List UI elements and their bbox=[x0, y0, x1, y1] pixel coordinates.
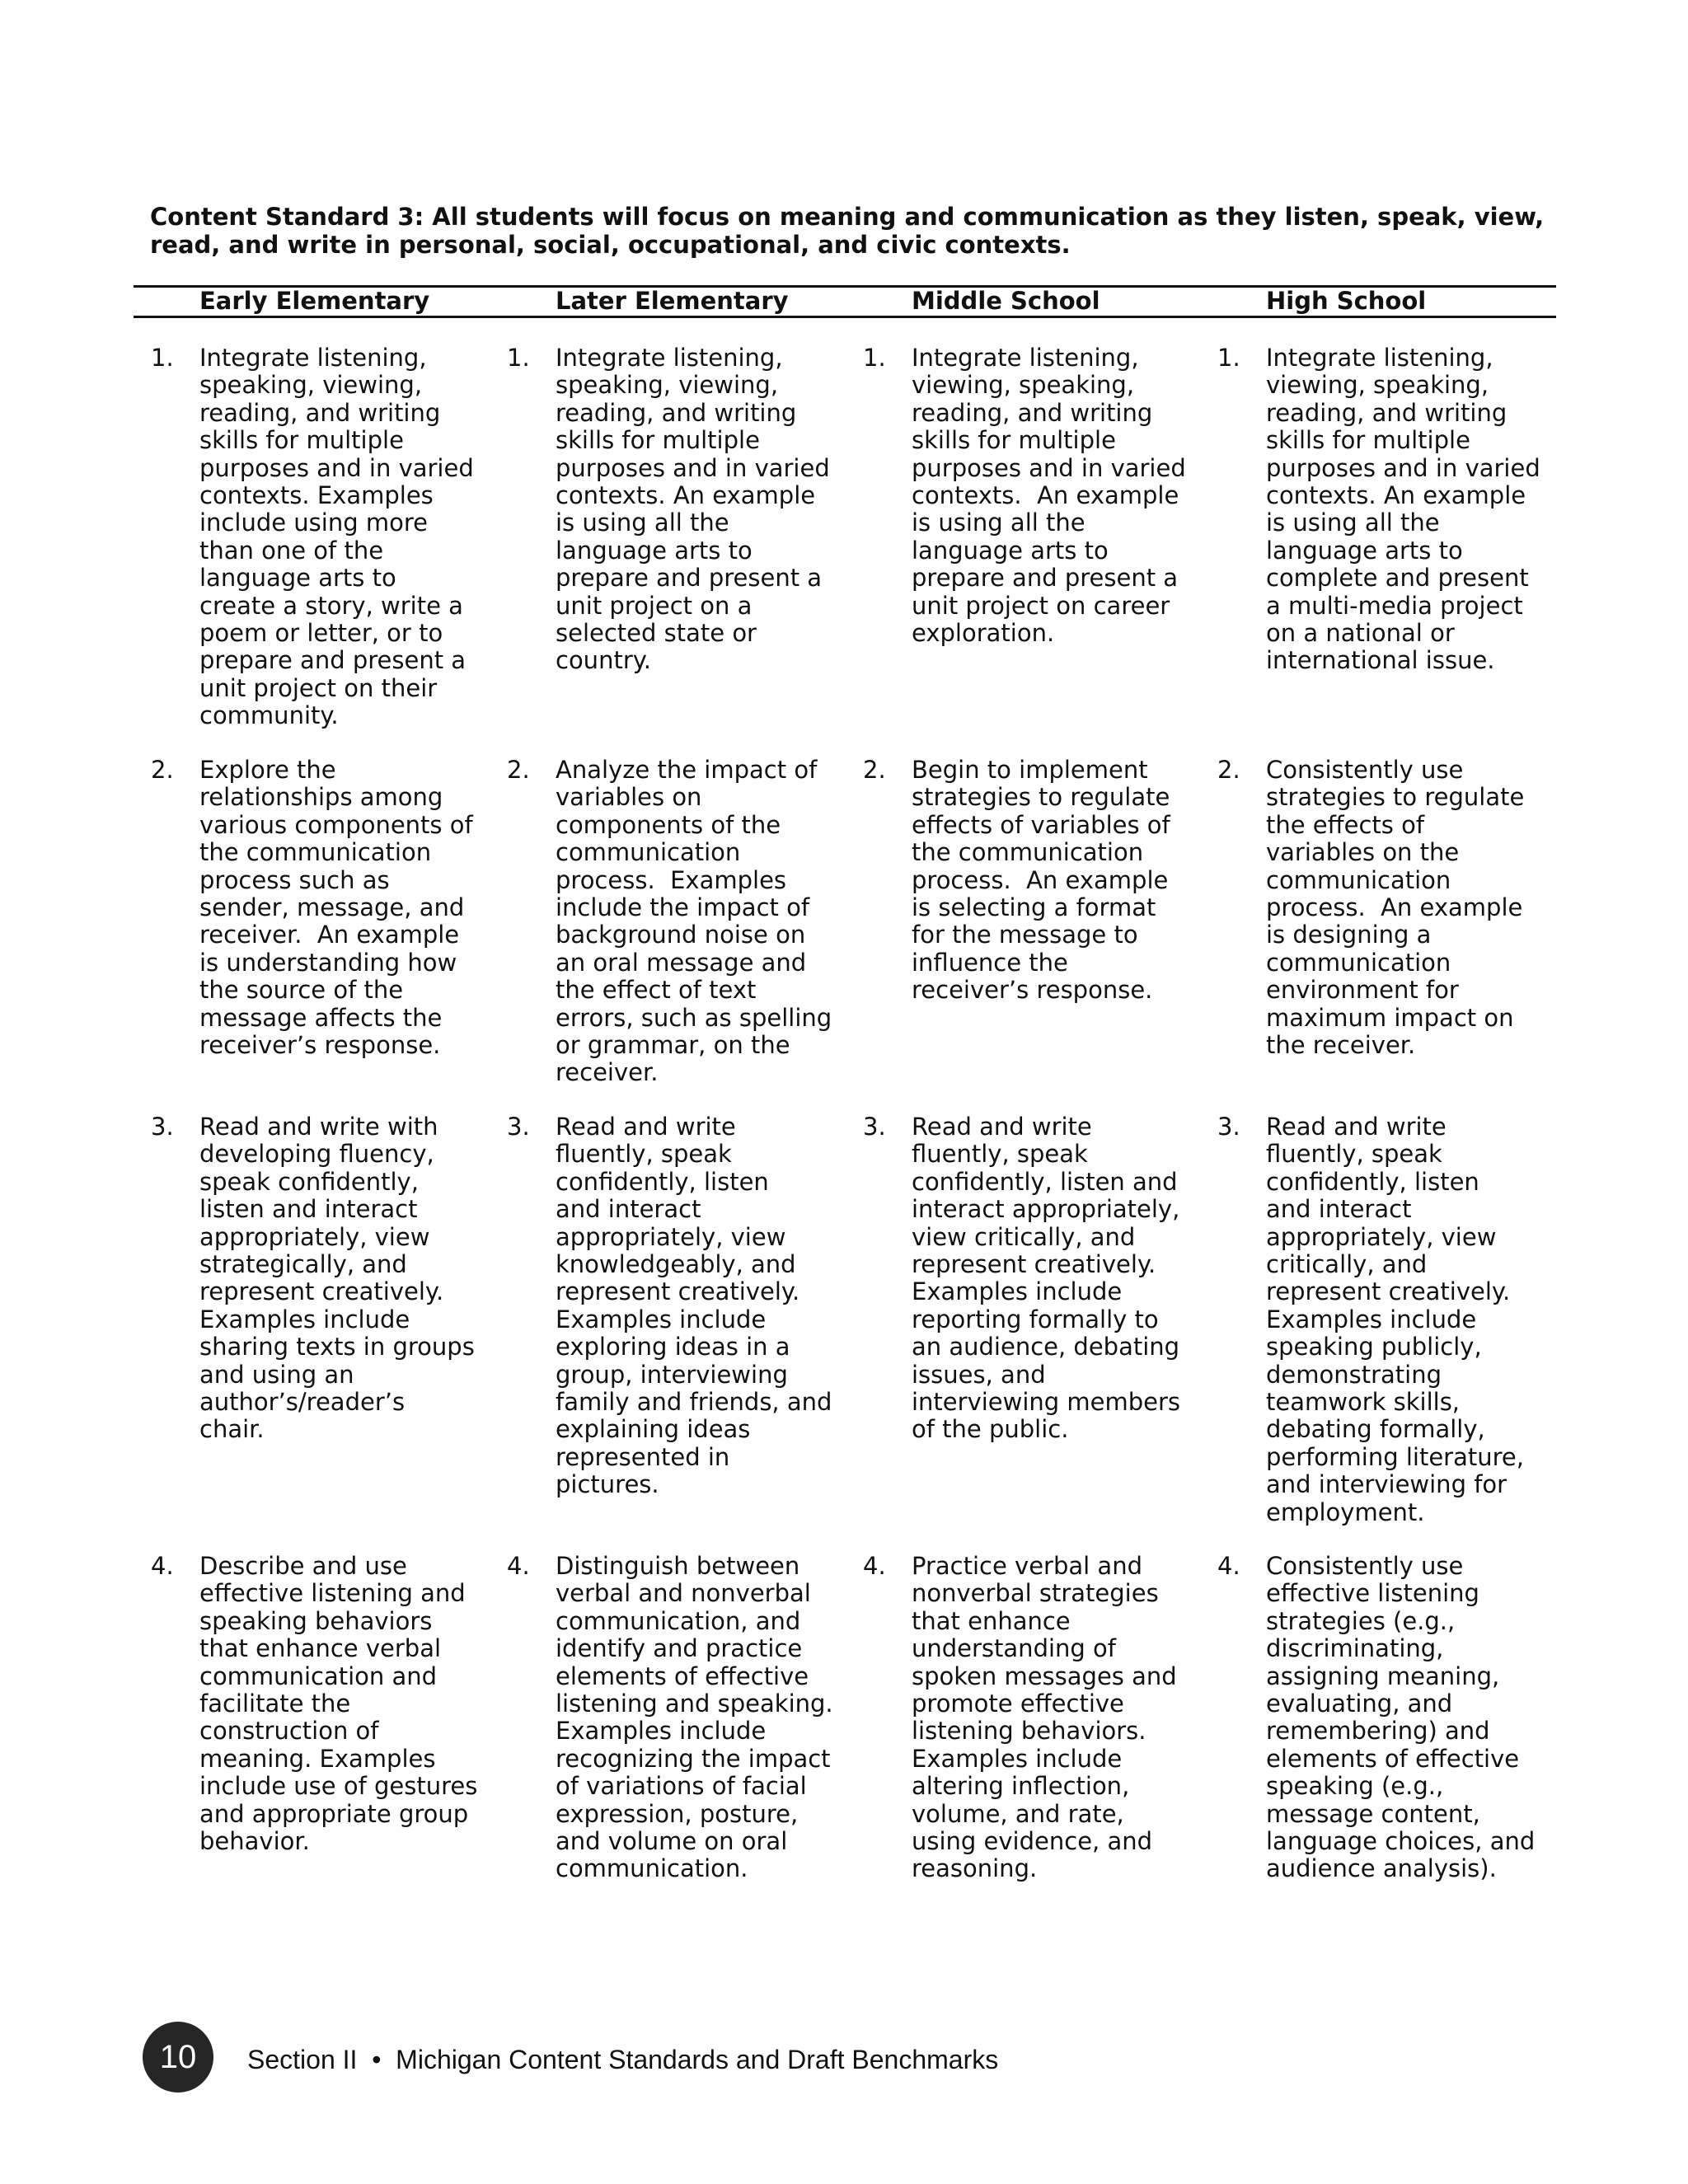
column-header-high-school: High School bbox=[1266, 287, 1427, 315]
item-number: 2. bbox=[151, 756, 174, 784]
item-number: 2. bbox=[863, 756, 886, 784]
column-header-middle-school: Middle School bbox=[912, 287, 1100, 315]
page-number-badge: 10 bbox=[143, 2022, 213, 2093]
item-number: 4. bbox=[151, 1552, 174, 1580]
item-number: 1. bbox=[1217, 344, 1240, 372]
standard-item-later-elementary-1: Integrate listening, speaking, viewing, reading, and writing skills for multiple purposes and in varied contexts. An example is using all the language arts to prepare and present a unit project on a selected state or country. bbox=[556, 344, 830, 675]
item-number: 2. bbox=[1217, 756, 1240, 784]
table-header-rule bbox=[134, 316, 1556, 318]
standard-item-early-elementary-3: Read and write with developing fluency, speak confidently, listen and interact appropriately, view strategically, and represent creatively. Examples include sharing texts in groups and using an author’s/reader’s chair. bbox=[199, 1113, 475, 1444]
item-number: 2. bbox=[507, 756, 530, 784]
standard-item-later-elementary-3: Read and write fluently, speak confidently, listen and interact appropriately, view knowledgeably, and represent creatively. Examples include exploring ideas in a group, interviewing family and friends, and explaining ideas represented in pictures. bbox=[556, 1113, 832, 1499]
item-number: 4. bbox=[1217, 1552, 1240, 1580]
footer-section-title: Section II • Michigan Content Standards and Draft Benchmarks bbox=[247, 2045, 999, 2074]
standard-item-later-elementary-2: Analyze the impact of variables on components of the communication process. Examples include the impact of background noise on an oral message and the effect of text errors, such as spelling or grammar, on the receiver. bbox=[556, 756, 832, 1087]
item-number: 1. bbox=[151, 344, 174, 372]
item-number: 4. bbox=[863, 1552, 886, 1580]
item-number: 3. bbox=[1217, 1113, 1240, 1141]
column-header-early-elementary: Early Elementary bbox=[199, 287, 430, 315]
standard-item-middle-school-3: Read and write fluently, speak confidently, listen and interact appropriately, view critically, and represent creatively. Examples include reporting formally to an audience, debating issues, and interviewing members of the public. bbox=[912, 1113, 1181, 1444]
item-number: 1. bbox=[863, 344, 886, 372]
standard-item-early-elementary-4: Describe and use effective listening and speaking behaviors that enhance verbal communication and facilitate the construction of meaning. Examples include use of gestures and appropriate group behavior. bbox=[199, 1552, 478, 1856]
standard-item-high-school-4: Consistently use effective listening strategies (e.g., discriminating, assigning meaning, evaluating, and remembering) and elements of effective speaking (e.g., message content, language choices, and audience analysis). bbox=[1266, 1552, 1536, 1883]
content-standard-title: Content Standard 3: All students will focus on meaning and communication as they listen, speak, view, read, and write in personal, social, occupational, and civic contexts. bbox=[150, 203, 1545, 259]
standard-item-early-elementary-1: Integrate listening, speaking, viewing, reading, and writing skills for multiple purposes and in varied contexts. Examples include using more than one of the language arts to create a story, write a poem or letter, or to prepare and present a unit project on their community. bbox=[199, 344, 474, 730]
standard-item-middle-school-2: Begin to implement strategies to regulate effects of variables of the communication process. An example is selecting a format for the message to influence the receiver’s response. bbox=[912, 756, 1170, 1005]
item-number: 4. bbox=[507, 1552, 530, 1580]
standard-item-later-elementary-4: Distinguish between verbal and nonverbal communication, and identify and practice elements of effective listening and speaking. Examples include recognizing the impact of variations of facial expression, posture, and volume on oral communication. bbox=[556, 1552, 833, 1883]
standard-item-early-elementary-2: Explore the relationships among various components of the communication process such as sender, message, and receiver. An example is understanding how the source of the message affects the receiver’s response. bbox=[199, 756, 473, 1060]
standard-item-middle-school-1: Integrate listening, viewing, speaking, reading, and writing skills for multiple purposes and in varied contexts. An example is using all the language arts to prepare and present a unit project on career exploration. bbox=[912, 344, 1186, 648]
item-number: 3. bbox=[507, 1113, 530, 1141]
standard-item-high-school-3: Read and write fluently, speak confidently, listen and interact appropriately, view critically, and represent creatively. Examples include speaking publicly, demonstrating teamwork skills, debating formally, performing literature, and interviewing for employment. bbox=[1266, 1113, 1524, 1526]
item-number: 1. bbox=[507, 344, 530, 372]
standard-item-high-school-1: Integrate listening, viewing, speaking, reading, and writing skills for multiple purposes and in varied contexts. An example is using all the language arts to complete and present a multi-media project on a national or international issue. bbox=[1266, 344, 1540, 675]
standard-item-middle-school-4: Practice verbal and nonverbal strategies that enhance understanding of spoken messages and promote effective listening behaviors. Examples include altering inflection, volume, and rate, using evidence, and reasoning. bbox=[912, 1552, 1177, 1883]
item-number: 3. bbox=[151, 1113, 174, 1141]
item-number: 3. bbox=[863, 1113, 886, 1141]
standard-item-high-school-2: Consistently use strategies to regulate the effects of variables on the communication process. An example is designing a communication environment for maximum impact on the receiver. bbox=[1266, 756, 1525, 1060]
column-header-later-elementary: Later Elementary bbox=[556, 287, 789, 315]
